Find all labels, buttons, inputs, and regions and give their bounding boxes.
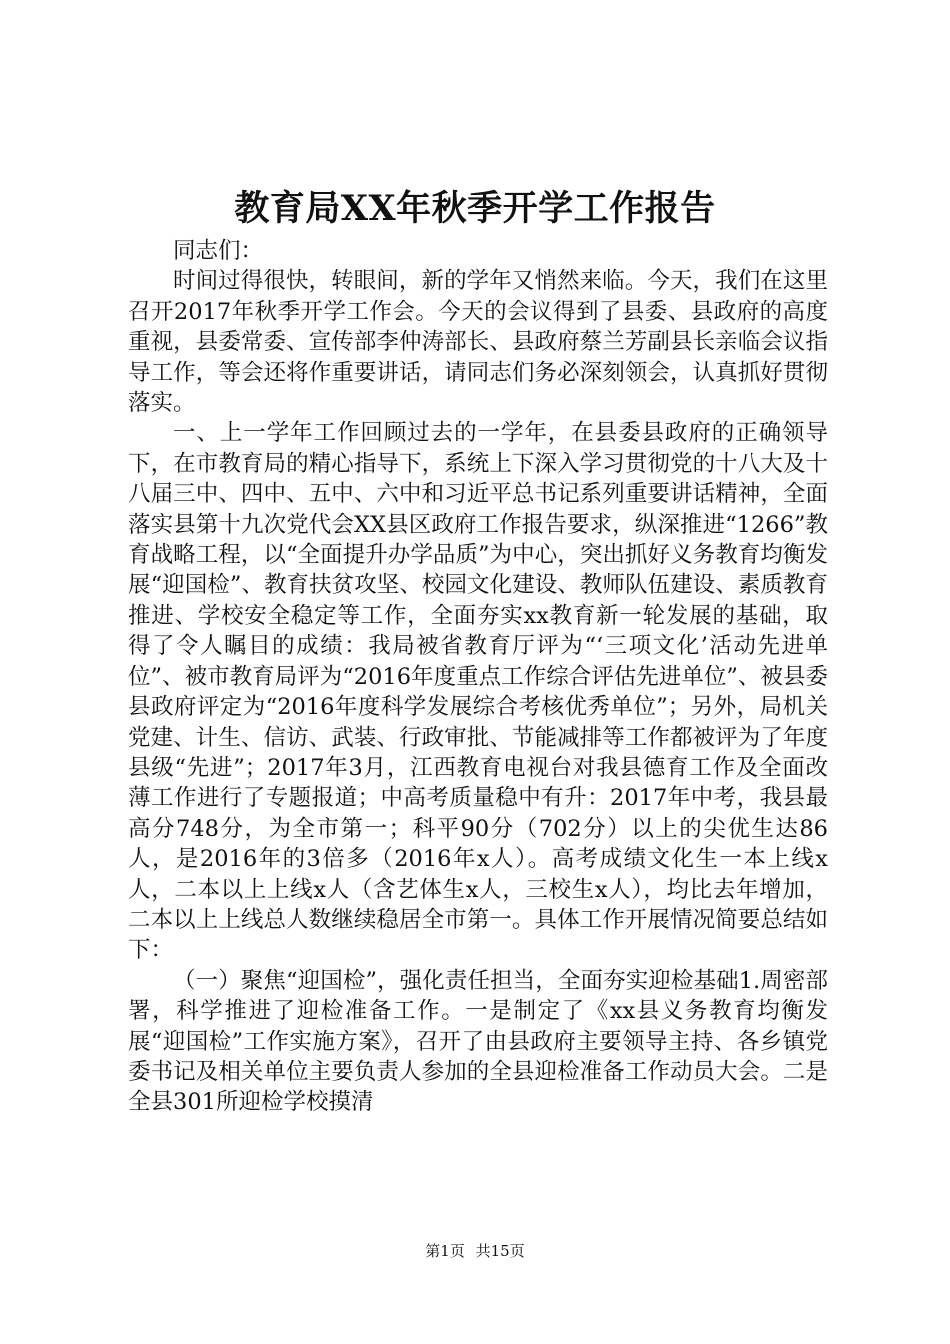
document-title: 教育局XX年秋季开学工作报告 (234, 188, 716, 229)
paragraph-salutation: 同志们： (173, 238, 264, 264)
page-number: 第1页 (425, 1242, 465, 1260)
paragraph-section-one: （一）聚焦“迎国检”，强化责任担当，全面夯实迎检基础1.周密部署，科学推进了迎检准备工作。一是制定了《xx县义务教育均衡发展“迎国检”工作实施方案》，召开了由县政府主要领导主持、各乡镇党委书记及相关单位主要负责人参加的全县迎检准备工作动员大会。二是全县301所迎检学校摸清 (128, 967, 828, 1116)
page-total: 共15页 (475, 1242, 525, 1260)
paragraph-review: 一、上一学年工作回顾过去的一学年，在县委县政府的正确领导下，在市教育局的精心指导下，系统上下深入学习贯彻党的十八大及十八届三中、四中、五中、六中和习近平总书记系列重要讲话精神，全面落实县第十九次党代会XX县区政府工作报告要求，纵深推进“1266”教育战略工程，以“全面提升办学品质”为中心，突出抓好义务教育均衡发展“迎国检”、教育扶贫攻坚、校园文化建设、教师队伍建设、素质教育推进、学校安全稳定等工作，全面夯实xx教育新一轮发展的基础，取得了令人瞩目的成绩：我局被省教育厅评为“‘三项文化’活动先进单位”、被市教育局评为“2016年度重点工作综合评估先进单位”、被县委县政府评定为“2016年度科学发展综合考核优秀单位”；另外，局机关党建、计生、信访、武装、行政审批、节能减排等工作都被评为了年度县级“先进”；2017年3月，江西教育电视台对我县德育工作及全面改薄工作进行了专题报道；中高考质量稳中有升：2017年中考，我县最高分748分，为全市第一；科平90分（702分）以上的尖优生达86人，是2016年的3倍多（2016年x人）。高考成绩文化生一本上线x人，二本以上上线x人（含艺体生x人，三校生x人），均比去年增加，二本以上上线总人数继续稳居全市第一。具体工作开展情况简要总结如下： (128, 420, 828, 964)
page-footer (0, 1241, 950, 1261)
paragraph-opening: 时间过得很快，转眼间，新的学年又悄然来临。今天，我们在这里召开2017年秋季开学工作会。今天的会议得到了县委、县政府的高度重视，县委常委、宣传部李仲涛部长、县政府蔡兰芳副县长亲临会议指导工作，等会还将作重要讲话，请同志们务必深刻领会，认真抓好贯彻落实。 (128, 268, 828, 417)
document-body (128, 236, 828, 1118)
